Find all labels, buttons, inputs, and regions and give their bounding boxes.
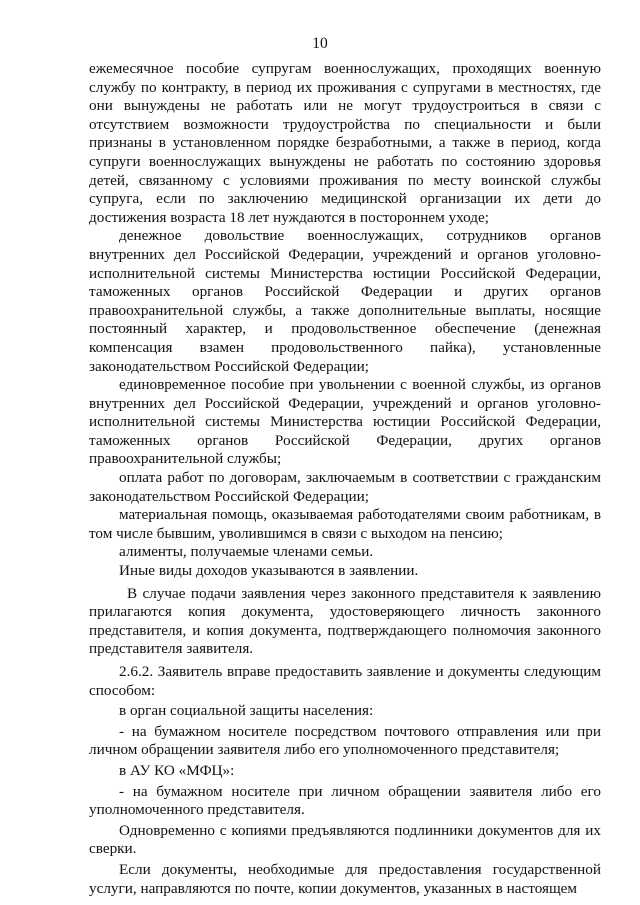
- paragraph-spouse-allowance: ежемесячное пособие супругам военнослужащих, проходящих военную службу по контракту, в период их проживания с супругами в местностях, где они вынуждены не работать или не могут трудоустроиться в связи с отсутствием возможности трудоустройства по специальности и были признаны в установленном порядке безработными, а также в период, когда супруги военнослужащих вынуждены не работать по состоянию здоровья детей, связанному с условиями проживания по месту воинской службы супруга, если по заключению медицинской организации их дети до достижения возраста 18 лет нуждаются в постороннем уходе;: [89, 60, 601, 226]
- document-body: [89, 60, 601, 898]
- paragraph-other-income: Иные виды доходов указываются в заявлении.: [119, 562, 419, 580]
- paragraph-alimony: алименты, получаемые членами семьи.: [119, 543, 374, 561]
- paragraph-social-protection-body: в орган социальной защиты населения:: [119, 702, 374, 720]
- paragraph-mfc: в АУ КО «МФЦ»:: [119, 761, 235, 779]
- paragraph-originals: Одновременно с копиями предъявляются подлинники документов для их сверки.: [89, 821, 601, 858]
- paragraph-section-2-6-2: 2.6.2. Заявитель вправе предоставить заявление и документы следующим способом:: [89, 663, 601, 699]
- paragraph-material-aid: материальная помощь, оказываемая работодателями своим работникам, в том числе бывшим, уволившимся в связи с выходом на пенсию;: [89, 506, 601, 542]
- paragraph-severance-allowance: единовременное пособие при увольнении с военной службы, из органов внутренних дел Российской Федерации, учреждений и органов уголовно-исполнительной системы Министерства юстиции Российской Федерации, таможенных органов Российской Федерации, других органов правоохранительной службы;: [89, 376, 601, 468]
- page-number: 10: [312, 35, 328, 52]
- paragraph-monetary-allowance: денежное довольствие военнослужащих, сотрудников органов внутренних дел Российской Федерации, учреждений и органов уголовно-исполнительной системы Министерства юстиции Российской Федерации, таможенных органов Российской Федерации и других органов правоохранительной службы, а также дополнительные выплаты, носящие постоянный характер, и продовольственное обеспечение (денежная компенсация взамен продовольственного пайка), установленные законодательством Российской Федерации;: [89, 227, 601, 375]
- paragraph-postal-documents: Если документы, необходимые для предоставления государственной услуги, направляются по почте, копии документов, указанных в настоящем: [89, 860, 601, 897]
- paragraph-paper-mail-option: - на бумажном носителе посредством почтового отправления или при личном обращении заявителя либо его уполномоченного представителя;: [89, 722, 601, 759]
- paragraph-paper-personal-option: - на бумажном носителе при личном обращении заявителя либо его уполномоченного представителя.: [89, 782, 601, 819]
- paragraph-contract-payment: оплата работ по договорам, заключаемым в соответствии с гражданским законодательством Российской Федерации;: [89, 469, 601, 505]
- paragraph-legal-representative: В случае подачи заявления через законного представителя к заявлению прилагаются копия документа, удостоверяющего личность законного представителя, и копия документа, подтверждающего полномочия законного представителя заявителя.: [89, 584, 601, 658]
